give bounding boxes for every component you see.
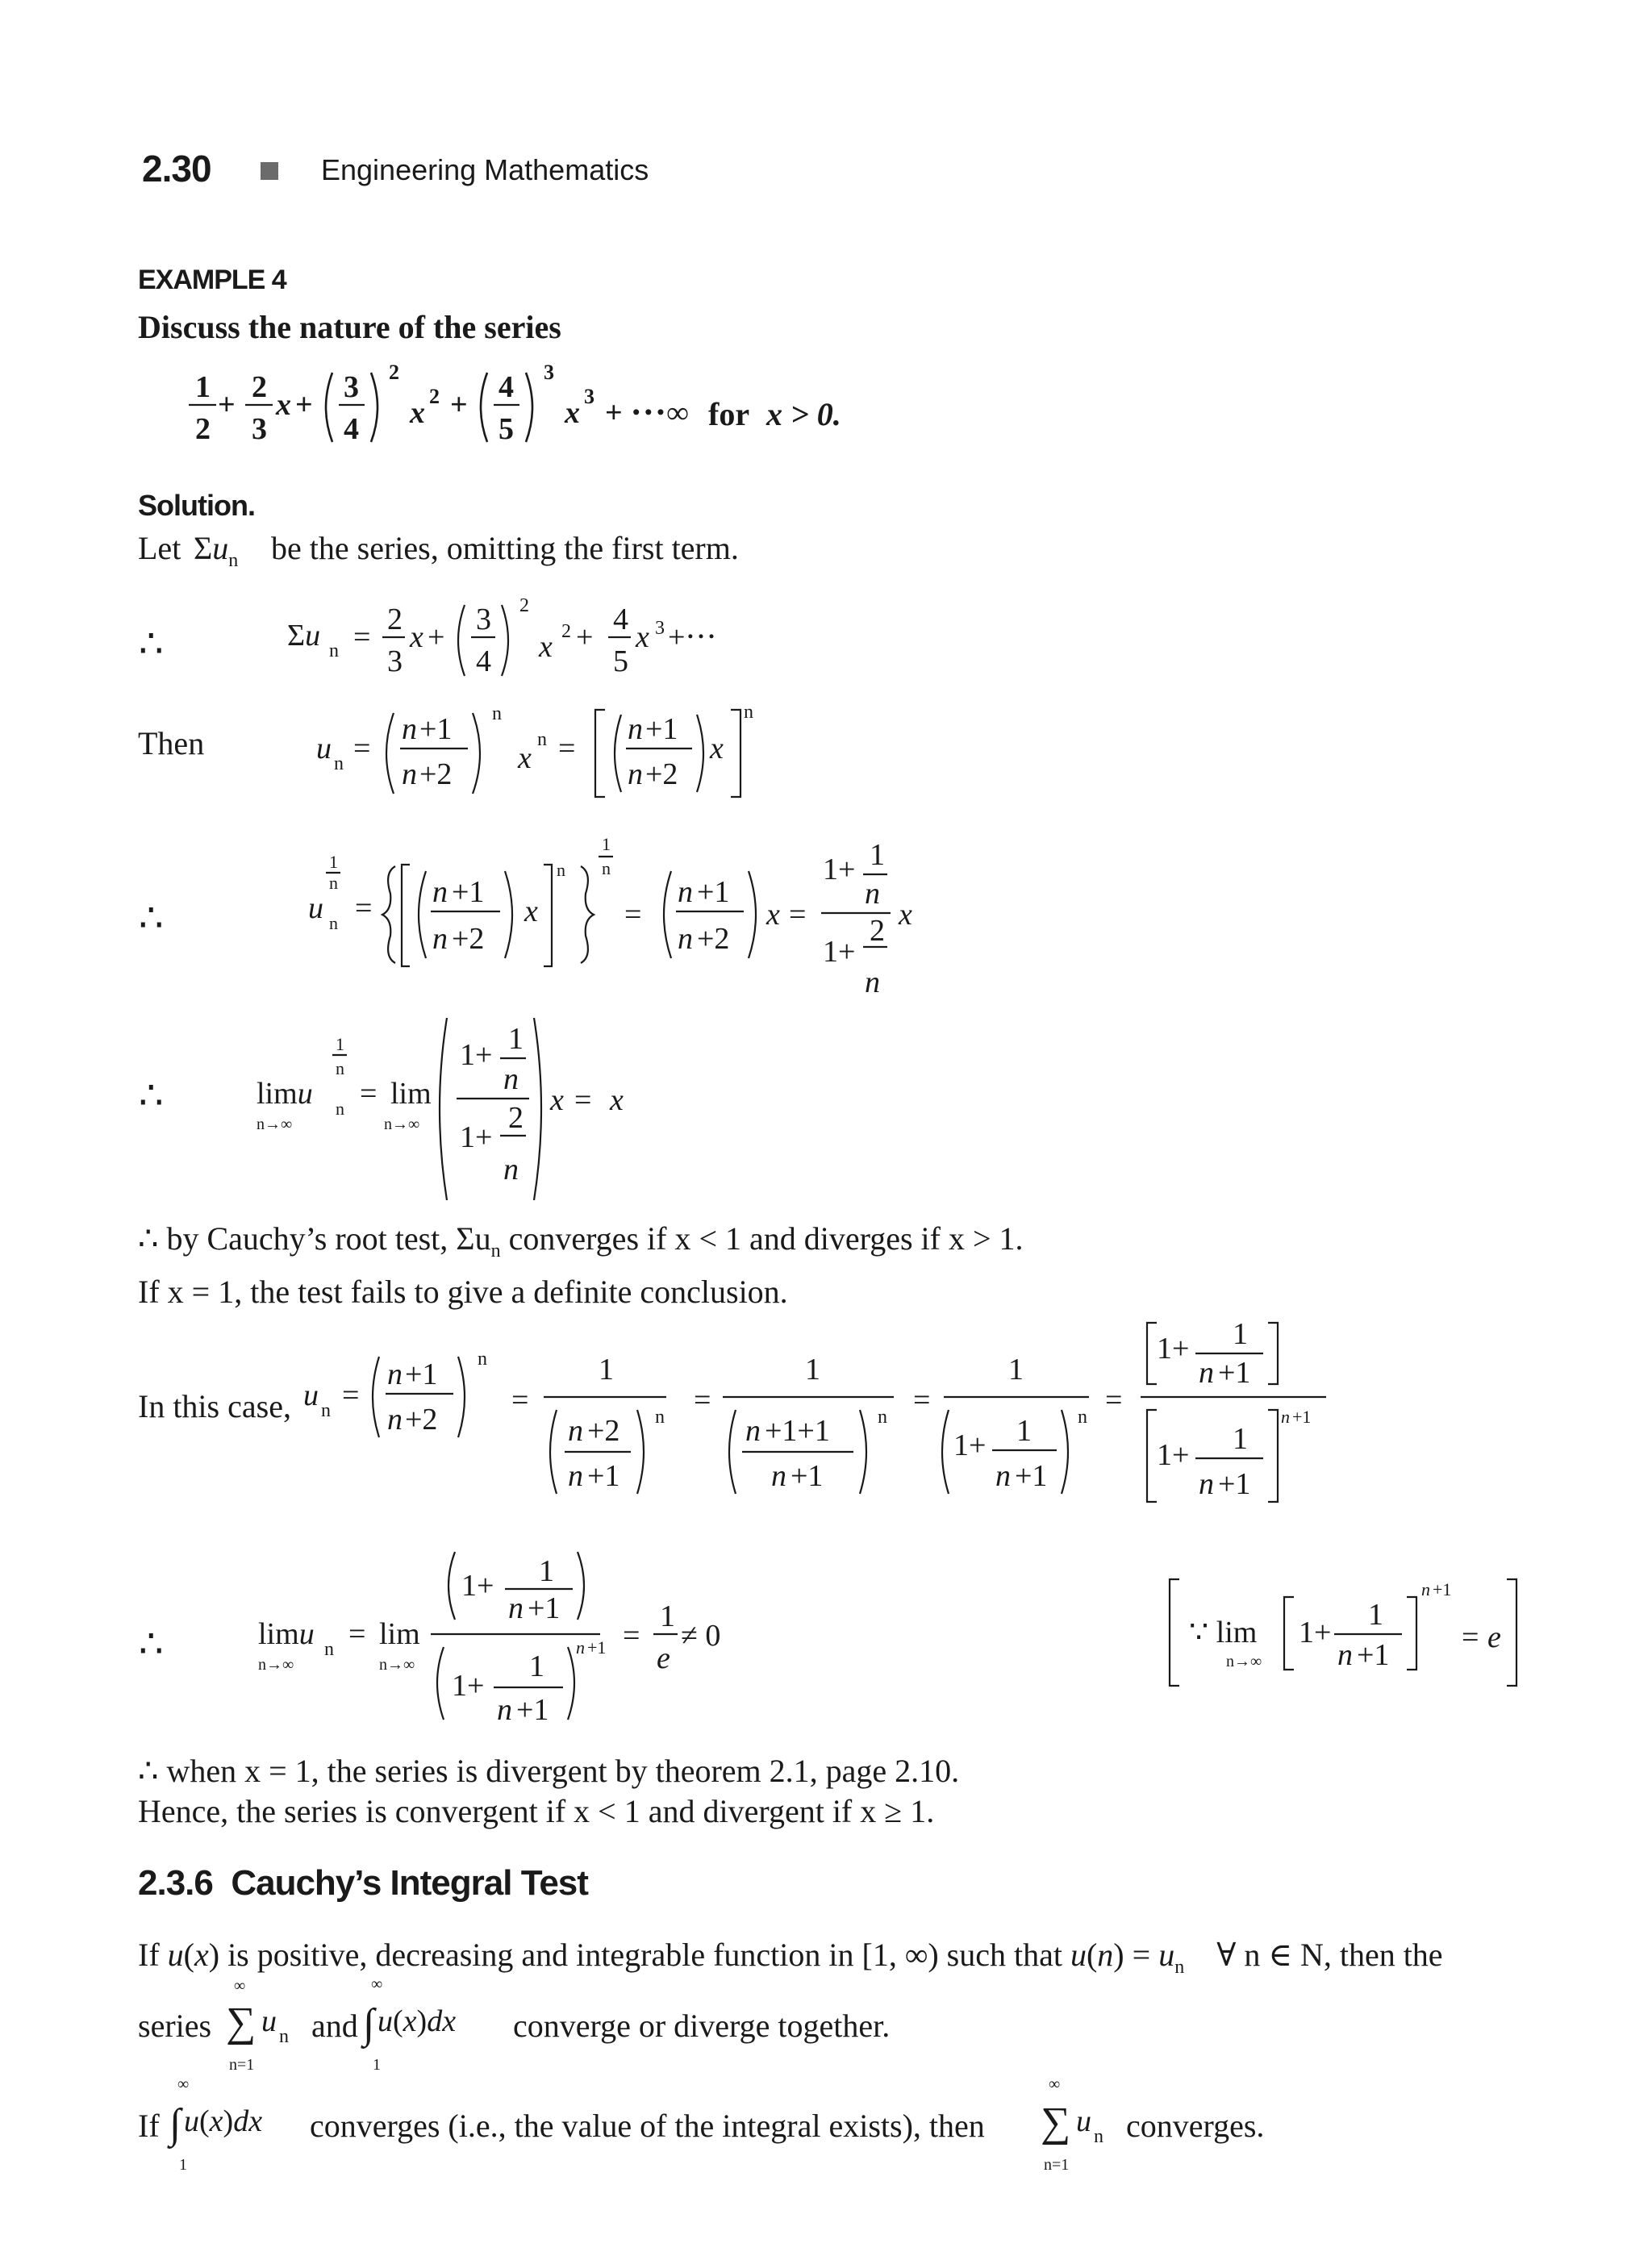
svg-text:+1: +1 xyxy=(791,1459,824,1493)
svg-text:4: 4 xyxy=(499,370,514,404)
svg-text:+1: +1 xyxy=(1218,1467,1251,1501)
svg-text:3: 3 xyxy=(476,603,491,636)
svg-text:4: 4 xyxy=(613,603,628,636)
svg-text:x: x xyxy=(766,898,780,932)
svg-text:=: = xyxy=(623,1619,640,1653)
svg-text:=: = xyxy=(353,732,371,765)
svg-text:2: 2 xyxy=(195,412,211,446)
page-number: 2.30 xyxy=(142,148,211,190)
svg-text:n: n xyxy=(878,1407,887,1428)
svg-text:=: = xyxy=(574,1083,592,1117)
svg-text:1+: 1+ xyxy=(1299,1616,1332,1649)
example-label: EXAMPLE 4 xyxy=(138,265,286,295)
svg-text:+1: +1 xyxy=(1433,1579,1452,1599)
svg-text:=: = xyxy=(789,898,807,932)
svg-text:1+: 1+ xyxy=(823,853,856,886)
svg-text:+1: +1 xyxy=(452,875,485,909)
sum-un-formula xyxy=(1034,2073,1131,2178)
svg-text:1: 1 xyxy=(195,370,211,404)
svg-text:1: 1 xyxy=(602,834,611,854)
svg-text:n: n xyxy=(628,757,643,791)
svg-text:=: = xyxy=(558,732,576,765)
svg-text:+1: +1 xyxy=(419,712,453,746)
integral-formula xyxy=(166,2073,319,2178)
svg-text:∞: ∞ xyxy=(1049,2075,1061,2093)
svg-text:n: n xyxy=(678,922,693,956)
svg-text:3: 3 xyxy=(544,361,554,384)
svg-text:limu: limu xyxy=(257,1077,313,1111)
converge-together-text: converge or diverge together. xyxy=(513,2008,891,2044)
svg-text:n→∞: n→∞ xyxy=(258,1656,294,1674)
svg-text:u: u xyxy=(1076,2104,1091,2138)
svg-text:1: 1 xyxy=(179,2156,187,2174)
svg-text:+1: +1 xyxy=(1357,1638,1390,1672)
svg-text:∑: ∑ xyxy=(226,2000,257,2045)
svg-text:+: + xyxy=(428,620,445,654)
svg-text:n: n xyxy=(678,875,693,909)
test-fails-line: If x = 1, the test fails to give a definite conclusion. xyxy=(138,1274,788,1310)
svg-text:3: 3 xyxy=(252,412,267,446)
svg-text:n: n xyxy=(497,1693,512,1727)
svg-text:x: x xyxy=(410,620,423,654)
svg-text:∫: ∫ xyxy=(363,2001,375,2047)
svg-text:n→∞: n→∞ xyxy=(257,1115,293,1133)
un-expression xyxy=(307,694,791,807)
square-bullet-icon xyxy=(261,162,278,180)
and-word: and xyxy=(311,2008,358,2044)
svg-text:=: = xyxy=(360,1077,378,1111)
let-word: Let xyxy=(138,530,181,566)
svg-text:+1: +1 xyxy=(528,1591,561,1625)
svg-text:∫: ∫ xyxy=(169,2101,181,2147)
svg-text:n: n xyxy=(771,1459,786,1493)
svg-text:n: n xyxy=(576,1637,585,1658)
svg-text:x: x xyxy=(899,898,912,932)
svg-text:n: n xyxy=(503,1062,519,1096)
svg-text:n: n xyxy=(1421,1579,1430,1599)
svg-text:2: 2 xyxy=(389,361,399,384)
svg-text:n: n xyxy=(279,2026,289,2047)
svg-text:+2: +2 xyxy=(452,922,485,956)
svg-text:n: n xyxy=(1078,1407,1087,1428)
solution-label: Solution. xyxy=(138,489,255,522)
svg-text:∞: ∞ xyxy=(177,2075,190,2093)
svg-text:1+: 1+ xyxy=(1157,1332,1190,1366)
svg-text:4: 4 xyxy=(476,644,491,678)
svg-text:+1: +1 xyxy=(587,1459,620,1493)
svg-text:n: n xyxy=(1199,1356,1214,1390)
svg-text:+2: +2 xyxy=(587,1414,620,1448)
svg-text:n: n xyxy=(568,1459,583,1493)
svg-text:+1: +1 xyxy=(1292,1407,1312,1427)
svg-text:x: x xyxy=(518,741,532,775)
svg-text:x: x xyxy=(565,396,580,430)
svg-text:+2: +2 xyxy=(697,922,730,956)
svg-text:+1: +1 xyxy=(405,1357,438,1391)
svg-text:1: 1 xyxy=(336,1034,344,1054)
svg-text:1: 1 xyxy=(373,2056,381,2074)
svg-text:1: 1 xyxy=(1368,1598,1383,1632)
svg-text:5: 5 xyxy=(499,412,514,446)
svg-text:1: 1 xyxy=(508,1022,524,1056)
svg-text:1+: 1+ xyxy=(1157,1438,1190,1472)
svg-text:=: = xyxy=(624,898,642,932)
svg-text:=: = xyxy=(355,891,373,925)
svg-text:+: + xyxy=(450,388,468,422)
svg-text:n: n xyxy=(478,1349,487,1370)
limit-e-note xyxy=(1162,1573,1533,1694)
svg-text:=: = xyxy=(348,1617,366,1651)
then-word: Then xyxy=(138,725,205,761)
example-statement: Discuss the nature of the series xyxy=(138,309,561,345)
svg-text:n→∞: n→∞ xyxy=(384,1115,420,1133)
sum-un-inline: $\Sigma u_n$ xyxy=(194,530,239,571)
svg-text:n: n xyxy=(321,1400,331,1421)
series-word: series xyxy=(138,2008,212,2044)
sum-un-expansion xyxy=(282,589,766,702)
svg-text:u(x)dx: u(x)dx xyxy=(378,2004,457,2038)
svg-text:1+: 1+ xyxy=(953,1428,987,1462)
svg-text:∵ lim: ∵ lim xyxy=(1189,1616,1258,1649)
svg-text:1: 1 xyxy=(539,1554,554,1588)
svg-text:5: 5 xyxy=(613,644,628,678)
svg-text:n: n xyxy=(387,1357,403,1391)
svg-text:x: x xyxy=(524,894,538,928)
book-title: Engineering Mathematics xyxy=(321,153,649,186)
svg-text:1: 1 xyxy=(1008,1353,1024,1387)
un-at-x1-expression xyxy=(298,1307,1331,1516)
svg-text:+⋅⋅⋅: +⋅⋅⋅ xyxy=(668,620,717,654)
svg-text:limu: limu xyxy=(258,1617,315,1651)
svg-text:1+: 1+ xyxy=(823,935,856,969)
converges-word: converges. xyxy=(1126,2108,1265,2144)
svg-text:x: x xyxy=(410,396,425,430)
svg-text:+1: +1 xyxy=(697,875,730,909)
svg-text:u(x)dx: u(x)dx xyxy=(184,2104,263,2138)
svg-text:u: u xyxy=(261,2004,277,2038)
svg-text:n: n xyxy=(508,1591,524,1625)
svg-text:1: 1 xyxy=(1016,1414,1032,1448)
if-word: If xyxy=(138,2108,160,2144)
svg-text:≠ 0: ≠ 0 xyxy=(681,1619,721,1653)
svg-text:2: 2 xyxy=(387,603,403,636)
svg-text:n: n xyxy=(334,753,344,774)
svg-text:+2: +2 xyxy=(645,757,678,791)
series-for-word: for xyxy=(708,396,750,432)
svg-text:=: = xyxy=(1462,1620,1479,1654)
svg-text:x: x xyxy=(550,1083,564,1117)
svg-text:x: x xyxy=(276,388,291,422)
svg-text:4: 4 xyxy=(344,412,359,446)
svg-text:n: n xyxy=(329,913,338,933)
svg-text:n: n xyxy=(1094,2126,1103,2147)
svg-text:3: 3 xyxy=(655,618,665,639)
svg-text:1+: 1+ xyxy=(461,1569,494,1603)
svg-text:n: n xyxy=(1199,1467,1214,1501)
svg-text:n: n xyxy=(503,1153,519,1186)
svg-text:2: 2 xyxy=(508,1101,524,1135)
svg-text:2: 2 xyxy=(429,385,440,408)
in-this-case-label: In this case, xyxy=(138,1388,291,1424)
svg-text:+1: +1 xyxy=(645,712,678,746)
svg-text:+: + xyxy=(295,388,313,422)
cauchy-root-conclusion: ∴ by Cauchy’s root test, $\Sigma u_n$ converges if x < 1 and diverges if x > 1. xyxy=(138,1220,1024,1261)
svg-text:=: = xyxy=(913,1383,931,1417)
svg-text:+1: +1 xyxy=(1015,1459,1048,1493)
svg-text:n: n xyxy=(336,1099,344,1119)
limit-root-expression xyxy=(250,1008,670,1210)
svg-text:2: 2 xyxy=(519,595,529,616)
svg-text:lim: lim xyxy=(390,1077,432,1111)
svg-text:lim: lim xyxy=(379,1617,420,1651)
svg-text:+1: +1 xyxy=(587,1637,607,1658)
svg-text:1: 1 xyxy=(660,1599,675,1633)
svg-text:1: 1 xyxy=(1233,1317,1248,1351)
series-condition: x > 0. xyxy=(766,396,841,432)
svg-text:=: = xyxy=(511,1383,529,1417)
svg-text:e: e xyxy=(1487,1620,1501,1654)
svg-text:x: x xyxy=(710,732,724,765)
svg-text:n: n xyxy=(324,1639,334,1660)
svg-text:n: n xyxy=(336,1058,344,1078)
svg-text:n: n xyxy=(432,922,448,956)
svg-text:n→∞: n→∞ xyxy=(1226,1653,1262,1670)
therefore-symbol-3: ∴ xyxy=(139,1074,164,1117)
converges-integral-text: converges (i.e., the value of the integral exists), then xyxy=(310,2108,985,2144)
svg-text:3: 3 xyxy=(584,385,594,408)
svg-text:1+: 1+ xyxy=(460,1038,493,1072)
svg-text:n: n xyxy=(628,712,643,746)
svg-text:n: n xyxy=(865,965,880,999)
solution-intro: be the series, omitting the first term. xyxy=(271,530,739,566)
svg-text:n: n xyxy=(432,875,448,909)
svg-text:1: 1 xyxy=(1233,1422,1248,1456)
svg-text:1: 1 xyxy=(329,852,338,872)
svg-text:n: n xyxy=(557,860,565,880)
svg-text:=: = xyxy=(353,620,371,654)
svg-text:=: = xyxy=(694,1383,711,1417)
svg-text:1: 1 xyxy=(805,1353,820,1387)
therefore-symbol-4: ∴ xyxy=(139,1623,164,1666)
svg-text:n: n xyxy=(568,1414,583,1448)
svg-text:n: n xyxy=(602,858,611,878)
svg-text:+: + xyxy=(576,620,594,654)
svg-text:=: = xyxy=(1105,1383,1123,1417)
limit-un-expression xyxy=(250,1545,766,1763)
svg-text:∑: ∑ xyxy=(1041,2100,1071,2145)
svg-text:n→∞: n→∞ xyxy=(379,1656,415,1674)
svg-text:x: x xyxy=(636,620,649,654)
svg-text:1: 1 xyxy=(870,838,885,872)
svg-text:n: n xyxy=(537,729,547,750)
therefore-symbol-2: ∴ xyxy=(139,897,164,940)
svg-text:2: 2 xyxy=(870,914,885,948)
svg-text:n: n xyxy=(745,1414,761,1448)
therefore-symbol-1: ∴ xyxy=(139,623,164,665)
svg-text:∞: ∞ xyxy=(234,1977,246,1995)
svg-text:1: 1 xyxy=(529,1649,544,1683)
svg-text:n: n xyxy=(1337,1638,1353,1672)
svg-text:n: n xyxy=(865,877,880,911)
svg-text:2: 2 xyxy=(561,621,571,642)
svg-text:n: n xyxy=(1281,1407,1290,1427)
svg-text:+1+1: +1+1 xyxy=(765,1414,830,1448)
svg-text:2: 2 xyxy=(252,370,267,404)
svg-text:+1: +1 xyxy=(1218,1356,1251,1390)
svg-text:e: e xyxy=(657,1641,670,1675)
svg-text:u: u xyxy=(303,1378,319,1412)
svg-text:3: 3 xyxy=(344,370,359,404)
svg-text:n: n xyxy=(387,1403,403,1437)
svg-text:n: n xyxy=(329,873,338,893)
integral-test-line-1: If u(x) is positive, decreasing and integrable function in [1, ∞) such that $u(n) = u_n$ ∀ n ∈ N, then the xyxy=(138,1937,1443,1978)
svg-text:1+: 1+ xyxy=(452,1669,485,1703)
svg-text:1+: 1+ xyxy=(460,1120,493,1154)
svg-text:n: n xyxy=(995,1459,1011,1493)
svg-text:n: n xyxy=(402,757,417,791)
svg-text:+ ⋅⋅⋅∞: + ⋅⋅⋅∞ xyxy=(605,396,689,430)
svg-text:n: n xyxy=(402,712,417,746)
divergent-at-x1-line: ∴ when x = 1, the series is divergent by theorem 2.1, page 2.10. xyxy=(138,1753,960,1789)
svg-text:u: u xyxy=(308,891,323,925)
svg-text:Σu: Σu xyxy=(287,619,321,653)
svg-text:=: = xyxy=(342,1378,360,1412)
svg-text:∞: ∞ xyxy=(371,1975,383,1993)
svg-text:1: 1 xyxy=(599,1353,614,1387)
svg-text:+: + xyxy=(218,388,236,422)
svg-text:n=1: n=1 xyxy=(229,2056,255,2074)
svg-text:n=1: n=1 xyxy=(1044,2156,1070,2174)
svg-text:n: n xyxy=(329,640,339,661)
nth-root-expression xyxy=(298,823,944,1008)
svg-text:n: n xyxy=(744,702,753,723)
svg-text:n: n xyxy=(655,1407,665,1428)
section-number: 2.3.6 xyxy=(138,1863,213,1903)
section-heading xyxy=(138,1863,588,1904)
svg-text:+2: +2 xyxy=(405,1403,438,1437)
hence-conclusion-line: Hence, the series is convergent if x < 1 and divergent if x ≥ 1. xyxy=(138,1793,935,1829)
svg-text:x: x xyxy=(539,630,553,664)
svg-text:+1: +1 xyxy=(516,1693,549,1727)
svg-text:+2: +2 xyxy=(419,757,453,791)
svg-text:u: u xyxy=(316,732,332,765)
svg-text:3: 3 xyxy=(387,644,403,678)
svg-text:x: x xyxy=(610,1083,624,1117)
svg-text:n: n xyxy=(492,703,502,724)
section-title: Cauchy’s Integral Test xyxy=(231,1863,588,1903)
